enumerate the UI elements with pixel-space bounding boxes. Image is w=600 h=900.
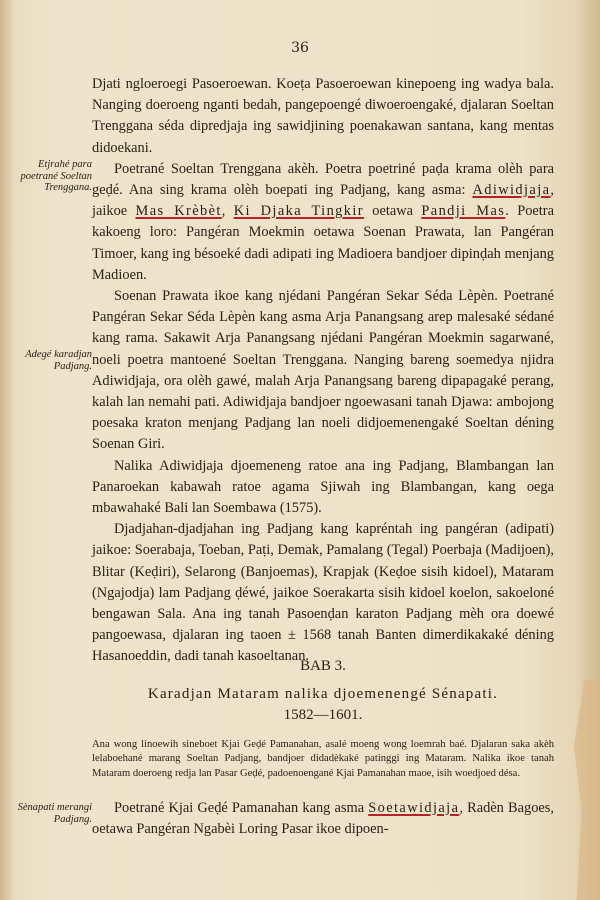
margin-note-senapati: Sènapati merangi Padjang. (17, 802, 92, 825)
name-pandji-mas: Pandji Mas (421, 203, 506, 220)
paragraph-4: Nalika Adiwidjaja djoemeneng ratoe ana ing Padjang, Blambangan lan Panaroekan kabawah ratoe agama Sjiwah ing Blambangan, kang oega mbawahaké Bali lan Soembawa (1575). (92, 457, 554, 517)
paragraph-5: Djadjahan-djadjahan ing Padjang kang kapréntah ing pangéran (adipati) jaikoe: Soerabaja, Toeban, Paṭi, Demak, Pamalang (Tegal) Poerbaja (Madijoen), Blitar (Keḍiri), Selarong (Banjoemas), Krapjak (Keḍoe sisih kidoel), Mataram (Ngajodja) lam Padjang ḍéwé, jaikoe Soerakarta sisih kidoel koelon, sakoeloné bengawan Sala. Ana ing tanah Pasoenḍan karaton Padjang mèh ora doewé pangoewasa, djalaran ing taoen ± 1568 tanah Banten dimerdikakaké déning Hasanoeddin, dadi tanah kasoeltanan. (92, 521, 554, 665)
paragraph-3: Soenan Prawata ikoe kang njédani Pangéran Sekar Séda Lèpèn. Poetrané Pangéran Sekar Séda Lèpèn kang asma Arja Panangsang arep malesaké sédané kang rama. Sakawit Arja Panangsang njédani Pangéran Moekmin sagarwané, noeli poetra mantoené Soeltan Trenggana. Nanging bareng soemedya njidra Adiwidjaja, ora olèh gawé, malah Arja Panangsang bareng dipapagaké perang, kalah lan nemahi pati. Adiwidjaja bandjoer ngoewasani tanah Djawa: ambojong poesaka kraton menjang Padjang lan noeli didjoemenengaké Soeltan déning Soenan Giri. (92, 288, 554, 453)
paragraph-2: Poetrané Soeltan Trenggana akèh. Poetra poetriné paḍa krama olèh para geḍé. Ana sing krama olèh boepati ing Padjang, kang asma: Adiwidjaja, jaikoe Mas Krèbèt, Ki Djaka Tingkir oetawa Pandji Mas. Poetra kakoeng loro: Pangéran Moekmin oetawa Soenan Prawata, lan Pangéran Timoer, kang ing bésoeké dadi adipati ing Madioera bandjoer dipinḍah menjang Madioen. (92, 160, 554, 283)
paragraph-1: Djati ngloeroegi Pasoeroewan. Koeṭa Pasoeroewan kinepoeng ing wadya bala. Nanging doeroeng nganti bedah, pangepoengé diwoeroengaké, djalaran Soeltan Trenggana séda dipredjaja ing sawidjining poenakawan santana, kang mentas didoekani. (92, 76, 554, 156)
margin-note-pajang: Adegé karadjan Padjang. (25, 349, 92, 372)
paragraph-6: Poetrané Kjai Geḍé Pamanahan kang asma Soetawidjaja, Radèn Bagoes, oetawa Pangéran Ngabèi Loring Pasar ikoe dipoen- (92, 800, 554, 838)
last-paragraph-block (92, 798, 554, 840)
name-soetawidjaja: Soetawidjaja (368, 800, 460, 816)
name-adiwidjaja: Adiwidjaja (472, 182, 551, 199)
chapter-label: BAB 3. (300, 658, 346, 674)
summary-text: Ana wong linoewih sineboet Kjai Geḍé Pamanahan, asalé moeng wong loemrah baé. Djalaran saka akèh lelaboehané marang Soeltan Padjang, bandjoer didadèkaké patinggi ing Mataram. Nalika ikoe tanah Mataram doeroeng redja lan Pasar Geḍé, padoenoengané Kjai Pamanahan maoe, isih woedjoed désa. (92, 739, 554, 779)
page-number: 36 (291, 40, 309, 56)
chapter-title: Karadjan Mataram nalika djoemenengé Sénapati. (147, 686, 499, 702)
margin-note-children: Etjrahé para poetrané Soeltan Trenggana. (20, 159, 92, 193)
name-mas-krebet: Mas Krèbèt (135, 203, 222, 220)
chapter-summary (92, 738, 554, 781)
main-text (92, 74, 554, 668)
chapter-years: 1582—1601. (283, 707, 363, 723)
name-ki-djaka-tingkir: Ki Djaka Tingkir (233, 203, 364, 220)
